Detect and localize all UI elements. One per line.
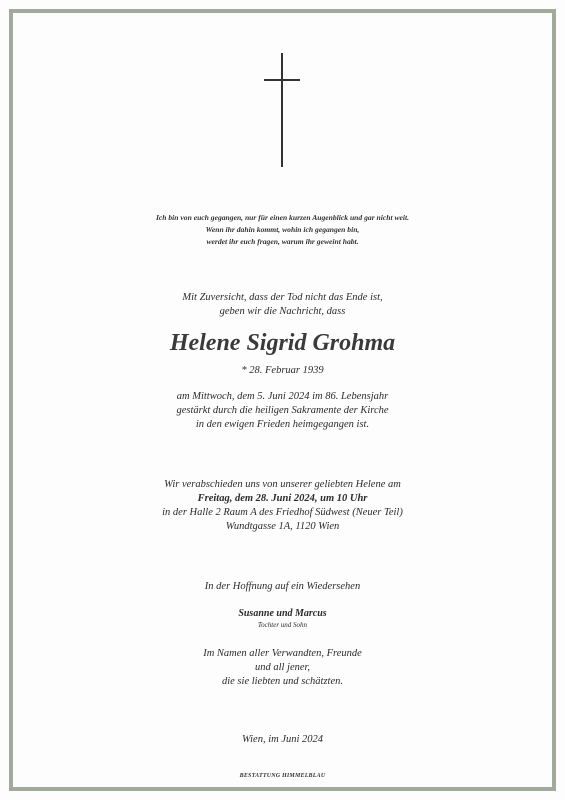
intro-text: [20, 291, 545, 319]
death-line: am Mittwoch, dem 5. Juni 2024 im 86. Lebensjahr: [176, 391, 389, 402]
funeral-address: Wundtgasse 1A, 1120 Wien: [225, 521, 340, 532]
funeral-info: [20, 478, 545, 534]
relatives-text: [20, 647, 545, 689]
place-date: Wien, im Juni 2024: [241, 734, 324, 745]
family-signature: [20, 607, 545, 630]
poem: [20, 212, 545, 248]
poem-line: Ich bin von euch gegangen, nur für einen kurzen Augenblick und gar nicht weit.: [155, 213, 410, 222]
death-line: gestärkt durch die heiligen Sakramente der Kirche: [176, 405, 389, 416]
relatives-line: die sie liebten und schätzten.: [221, 676, 344, 687]
intro-line: Mit Zuversicht, dass der Tod nicht das Ende ist,: [182, 292, 383, 303]
death-line: in den ewigen Frieden heimgegangen ist.: [195, 419, 370, 430]
relatives-line: Im Namen aller Verwandten, Freunde: [203, 648, 362, 659]
death-notice: [20, 390, 545, 432]
funeral-place: in der Halle 2 Raum A des Friedhof Südwest (Neuer Teil): [162, 507, 403, 518]
poem-line: werdet ihr euch fragen, warum ihr geweint habt.: [206, 237, 359, 246]
cross-icon: [264, 53, 300, 167]
deceased-name: Helene Sigrid Grohma: [169, 330, 396, 356]
funeral-date-time: Freitag, dem 28. Juni 2024, um 10 Uhr: [197, 493, 368, 504]
relatives-line: und all jener,: [254, 662, 311, 673]
funeral-intro: Wir verabschieden uns von unserer geliebten Helene am: [164, 479, 401, 490]
intro-line: geben wir die Nachricht, dass: [219, 306, 346, 317]
undertaker-name: BESTATTUNG HIMMELBLAU: [239, 773, 326, 779]
hope-text: In der Hoffnung auf ein Wiedersehen: [204, 581, 361, 592]
family-names: Susanne und Marcus: [238, 608, 327, 619]
family-relation: Tochter und Sohn: [257, 621, 308, 629]
birth-date: * 28. Februar 1939: [241, 365, 324, 376]
poem-line: Wenn ihr dahin kommt, wohin ich gegangen bin,: [205, 225, 360, 234]
